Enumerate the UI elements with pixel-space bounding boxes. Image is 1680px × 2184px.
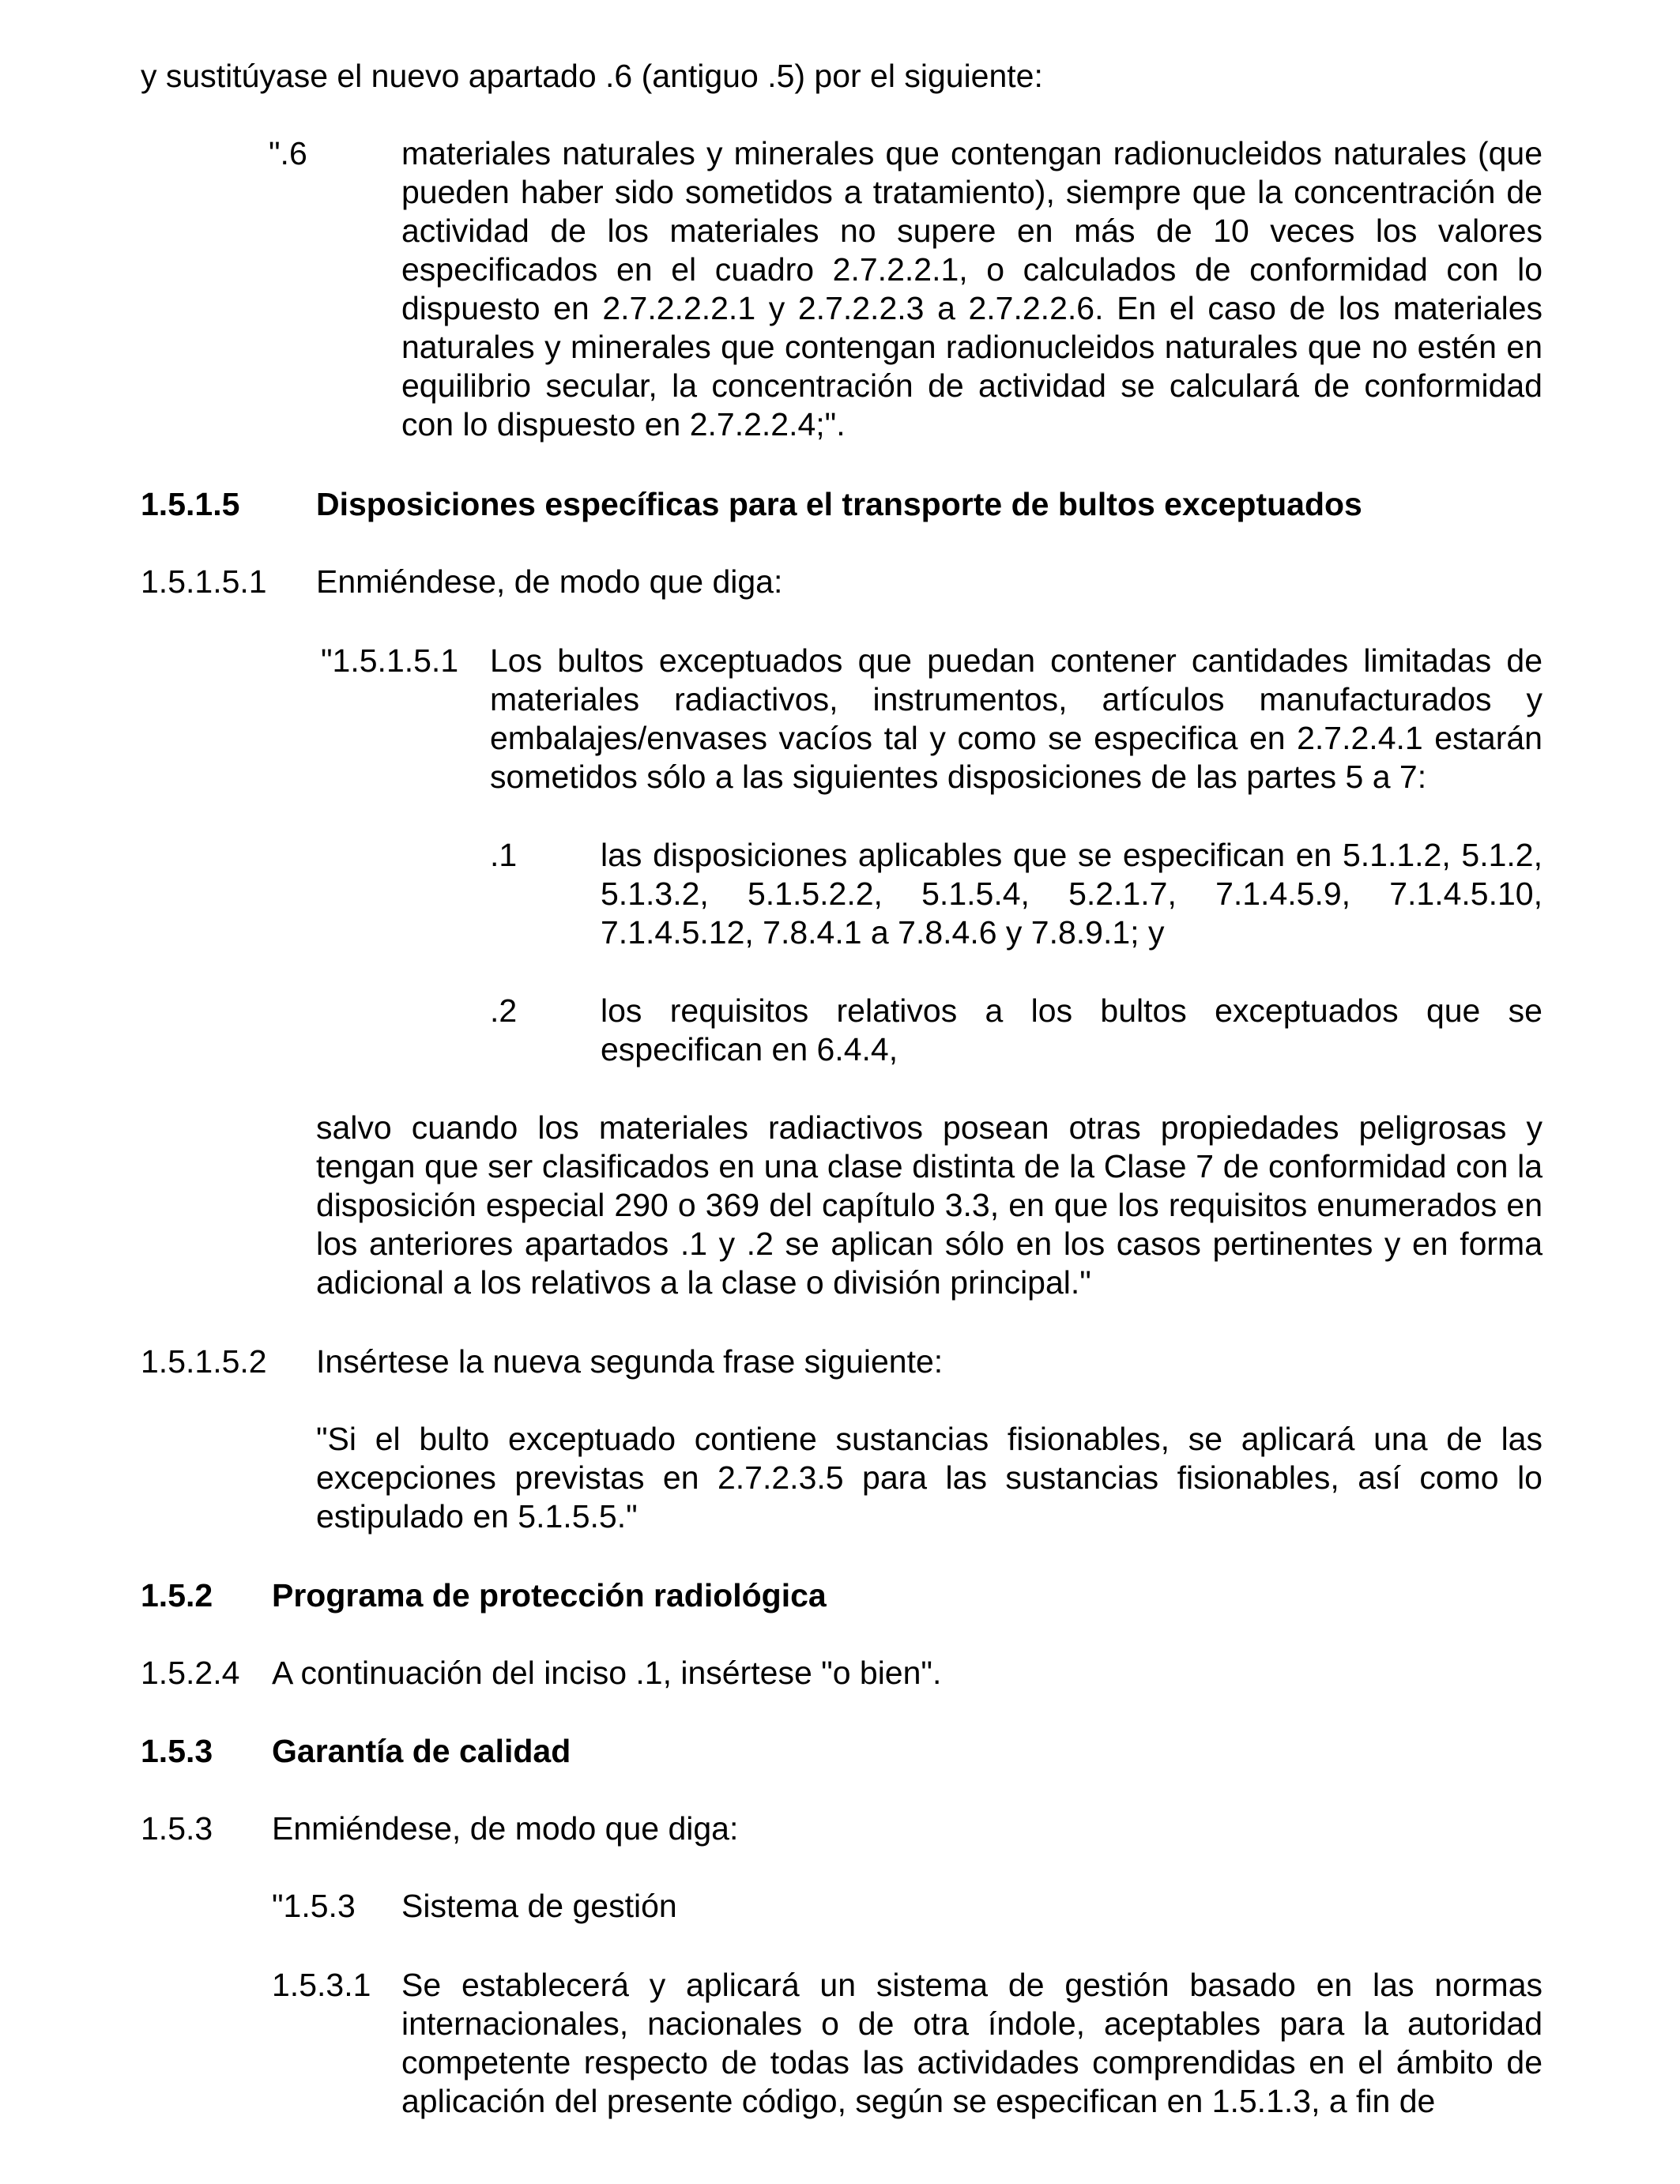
intro-line: y sustitúyase el nuevo apartado .6 (antiguo .5) por el siguiente: (141, 58, 1043, 94)
section-number-152: 1.5.2 (141, 1577, 213, 1614)
item-1-text: las disposiciones aplicables que se especifican en 5.1.1.2, 5.1.2, 5.1.3.2, 5.1.5.2.2, 5.1.5.4, 5.2.1.7, 7.1.4.5.9, 7.1.4.5.10, 7.1.4.5.12, 7.8.4.1 a 7.8.4.6 y 7.8.9.1; y (601, 837, 1543, 951)
section-title-153: Garantía de calidad (272, 1733, 571, 1769)
quote-title-153: Sistema de gestión (401, 1888, 677, 1924)
quote-text-15152: "Si el bulto exceptuado contiene sustancias fisionables, se aplicará una de las excepciones previstas en 2.7.2.3.5 para las sustancias fisionables, así como lo estipulado en 5.1.5.5." (316, 1421, 1543, 1534)
section-number-1515: 1.5.1.5 (141, 486, 240, 522)
para-number-1531: 1.5.3.1 (272, 1967, 371, 2003)
para-text-15152: Insértese la nueva segunda frase siguiente: (316, 1343, 944, 1380)
para-text-1524: A continuación del inciso .1, insértese "o bien". (272, 1655, 942, 1691)
quote-number-153: "1.5.3 (272, 1888, 356, 1924)
item-2-text: los requisitos relativos a los bultos exceptuados que se especifican en 6.4.4, (601, 992, 1543, 1068)
item-1-number: .1 (490, 837, 518, 873)
quote-number-15151: "1.5.1.5.1 (321, 642, 459, 679)
para-number-1524: 1.5.2.4 (141, 1655, 240, 1691)
section-title-1515: Disposiciones específicas para el transporte de bultos exceptuados (316, 486, 1362, 522)
para-text-15151: Enmiéndese, de modo que diga: (316, 563, 783, 600)
para-number-15151: 1.5.1.5.1 (141, 563, 267, 600)
para-text-153: Enmiéndese, de modo que diga: (272, 1810, 739, 1847)
salvo-paragraph: salvo cuando los materiales radiactivos posean otras propiedades peligrosas y tengan que ser clasificados en una clase distinta de la Clase 7 de conformidad con la disposición especial 290 o 369 del capítulo 3.3, en que los requisitos enumerados en los anteriores apartados .1 y .2 se aplican sólo en los casos pertinentes y en forma adicional a los relativos a la clase o división principal." (316, 1109, 1543, 1301)
para-number-15152: 1.5.1.5.2 (141, 1343, 267, 1380)
item-2-number: .2 (490, 992, 518, 1029)
section-number-153: 1.5.3 (141, 1733, 213, 1769)
para-number-153: 1.5.3 (141, 1810, 213, 1847)
para-text-1531: Se establecerá y aplicará un sistema de gestión basado en las normas internacionales, nacionales o de otra índole, aceptables para la autoridad competente respecto de todas las actividades comprendidas en el ámbito de aplicación del presente código, según se especifican en 1.5.1.3, a fin de (401, 1967, 1543, 2119)
quote-text-15151: Los bultos exceptuados que puedan contener cantidades limitadas de materiales radiactivos, instrumentos, artículos manufacturados y embalajes/envases vacíos tal y como se especifica en 2.7.2.4.1 estarán sometidos sólo a las siguientes disposiciones de las partes 5 a 7: (490, 642, 1543, 795)
quote6-number: ".6 (269, 135, 307, 171)
quote6-text: materiales naturales y minerales que contengan radionucleidos naturales (que pueden haber sido sometidos a tratamiento), siempre que la concentración de actividad de los materiales no supere en más de 10 veces los valores especificados en el cuadro 2.7.2.2.1, o calculados de conformidad con lo dispuesto en 2.7.2.2.2.1 y 2.7.2.2.3 a 2.7.2.2.6. En el caso de los materiales naturales y minerales que contengan radionucleidos naturales que no estén en equilibrio secular, la concentración de actividad se calculará de conformidad con lo dispuesto en 2.7.2.2.4;". (401, 135, 1543, 442)
section-title-152: Programa de protección radiológica (272, 1577, 827, 1614)
